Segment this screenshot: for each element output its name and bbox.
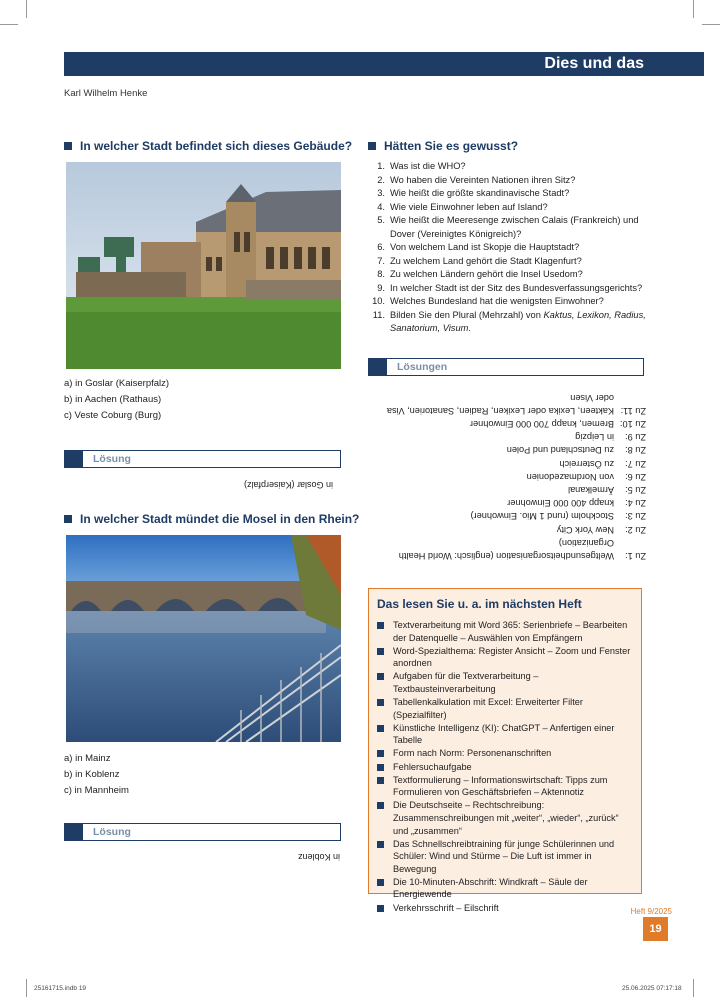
square-bullet-icon: [377, 725, 384, 732]
next-issue-item: Fehlersuchaufgabe: [377, 761, 633, 774]
quiz-question: 11. Bilden Sie den Plural (Mehrzahl) von Kaktus, Lexikon, Radius, Sanatorium, Visum.: [372, 309, 646, 333]
next-issue-item: Die Deutschseite – Rechtschreibung: Zusammenschreibungen mit „weiter“, „wieder“, „zurück“ und „zusammen“: [377, 799, 633, 837]
solution-label: Lösung: [93, 826, 131, 838]
answer-item: a) in Mainz: [64, 753, 111, 764]
section2-heading: [64, 512, 359, 526]
quiz-question: 4. Wie viele Einwohner leben auf Island?: [377, 201, 548, 212]
section1-heading: [64, 139, 352, 153]
next-issue-item: Textformulierung – Informationswirtschaft: Tipps zum Formulieren von Geschäftsbriefen – Aktennotiz: [377, 774, 633, 799]
slug-file: 25161715.indb 19: [34, 985, 87, 992]
next-issue-item: Verkehrsschrift – Eilschrift: [377, 902, 633, 915]
solution-label: Lösung: [93, 453, 131, 465]
next-issue-item: Künstliche Intelligenz (KI): ChatGPT – Anfertigen einer Tabelle: [377, 722, 633, 747]
square-bullet-icon: [377, 802, 384, 809]
section2-solution-text: in Koblenz: [298, 852, 341, 862]
kaiserpfalz-photo: [66, 162, 341, 369]
answer-item: a) in Goslar (Kaiserpfalz): [64, 378, 170, 389]
quiz-question: 1. Was ist die WHO?: [377, 161, 466, 171]
quiz-question: 5. Wie heißt die Meeresenge zwischen Calais (Frankreich) und Dover (Vereinigtes Königreich)?: [377, 215, 639, 239]
section2-answers: [64, 751, 129, 799]
quiz-question: 10. Welches Bundesland hat die wenigsten Einwohner?: [372, 296, 604, 306]
next-issue-item: Das Schnellschreibtraining für junge Schülerinnen und Schüler: Wind und Stürme – Die Luft ist immer in Bewegung: [377, 838, 633, 876]
answer-item: b) in Koblenz: [64, 769, 120, 780]
next-issue-item: Form nach Norm: Personenanschriften: [377, 747, 633, 760]
next-issue-item: Die 10-Minuten-Abschrift: Windkraft – Säule der Energiewende: [377, 876, 633, 901]
quiz-question: 7. Zu welchem Land gehört die Stadt Klagenfurt?: [377, 255, 582, 266]
page-number: 19: [643, 917, 668, 941]
section2-heading-text: In welcher Stadt mündet die Mosel in den Rhein?: [80, 512, 360, 526]
square-bullet-icon: [377, 764, 384, 771]
solution-item: Zu 6: von Nordmazedonien: [526, 471, 646, 482]
quiz-heading: [368, 139, 518, 153]
square-bullet-icon: [377, 673, 384, 680]
quiz-question: 3. Wie heißt die größte skandinavische Stadt?: [377, 188, 570, 198]
solution-item: Zu 9: in Leipzig: [575, 432, 646, 443]
section1-answers: [64, 376, 169, 424]
mosel-bridge-photo: [66, 535, 341, 742]
quiz-heading-text: Hätten Sie es gewusst?: [384, 139, 519, 153]
quiz-solutions: [368, 384, 646, 562]
page-title: Dies und das: [544, 55, 644, 72]
square-bullet-icon: [377, 841, 384, 848]
square-bullet-icon: [377, 648, 384, 655]
author: Karl Wilhelm Henke: [64, 88, 148, 99]
quiz-question: 2. Wo haben die Vereinten Nationen ihren Sitz?: [377, 174, 576, 185]
answer-item: c) in Mannheim: [64, 785, 129, 796]
next-issue-item: Tabellenkalkulation mit Excel: Erweiterter Filter (Spezialfilter): [377, 696, 633, 721]
solution-item: Zu 4: knapp 400 000 Einwohner: [507, 498, 646, 509]
square-bullet-icon: [377, 699, 384, 706]
square-bullet-icon: [64, 515, 72, 523]
next-issue-list: [377, 619, 633, 914]
next-issue-title: Das lesen Sie u. a. im nächsten Heft: [377, 597, 582, 611]
quiz-question: 9. In welcher Stadt ist der Sitz des Bundesverfassungsgerichts?: [377, 282, 643, 293]
next-issue-item: Textverarbeitung mit Word 365: Serienbriefe – Bearbeiten der Datenquelle – Auswählen von Empfängern: [377, 619, 633, 644]
next-issue-item: Aufgaben für die Textverarbeitung – Textbausteinverarbeitung: [377, 670, 633, 695]
section1-solution-text: in Goslar (Kaiserpfalz): [244, 480, 334, 490]
next-issue-box: [368, 588, 642, 913]
section1-solution-box: [64, 450, 341, 468]
quiz-question: 6. Von welchem Land ist Skopje die Hauptstadt?: [377, 242, 580, 252]
slug-date: 25.06.2025 07:17:18: [622, 985, 682, 992]
solution-item: Zu 2: New York City: [556, 524, 646, 535]
section2-solution-box: [64, 823, 341, 841]
square-bullet-icon: [377, 622, 384, 629]
solution-item: Zu 7: zu Österreich: [559, 458, 646, 469]
square-bullet-icon: [368, 142, 376, 150]
answer-item: b) in Aachen (Rathaus): [64, 394, 162, 405]
square-bullet-icon: [64, 142, 72, 150]
quiz-solutions-box: [368, 358, 644, 376]
solution-item: Zu 11: Kakteen, Lexika oder Lexiken, Radien, Sanatorien, Visa oder Visen: [386, 392, 646, 416]
quiz-questions: [370, 160, 660, 336]
square-bullet-icon: [377, 905, 384, 912]
solution-item: Zu 5: Ärmelkanal: [568, 484, 646, 495]
solution-item: Zu 3: Stockholm (rund 1 Mio. Einwohner): [470, 511, 646, 522]
square-bullet-icon: [377, 777, 384, 784]
square-bullet-icon: [377, 750, 384, 757]
solution-item: Zu 10: Bremen, knapp 700 000 Einwohner: [469, 418, 646, 429]
section1-heading-text: In welcher Stadt befindet sich dieses Gebäude?: [80, 139, 353, 153]
square-bullet-icon: [377, 879, 384, 886]
quiz-question: 8. Zu welchen Ländern gehört die Insel Usedom?: [377, 269, 583, 279]
solution-item: Zu 8: zu Deutschland und Polen: [506, 445, 646, 456]
issue-label: Heft 9/2025: [630, 907, 672, 916]
next-issue-item: Word-Spezialthema: Register Ansicht – Zoom und Fenster anordnen: [377, 645, 633, 670]
solution-item: Zu 1: Weltgesundheitsorganisation (englisch: World Health Organization): [398, 537, 646, 561]
solutions-label: Lösungen: [397, 361, 448, 373]
answer-item: c) Veste Coburg (Burg): [64, 410, 162, 421]
